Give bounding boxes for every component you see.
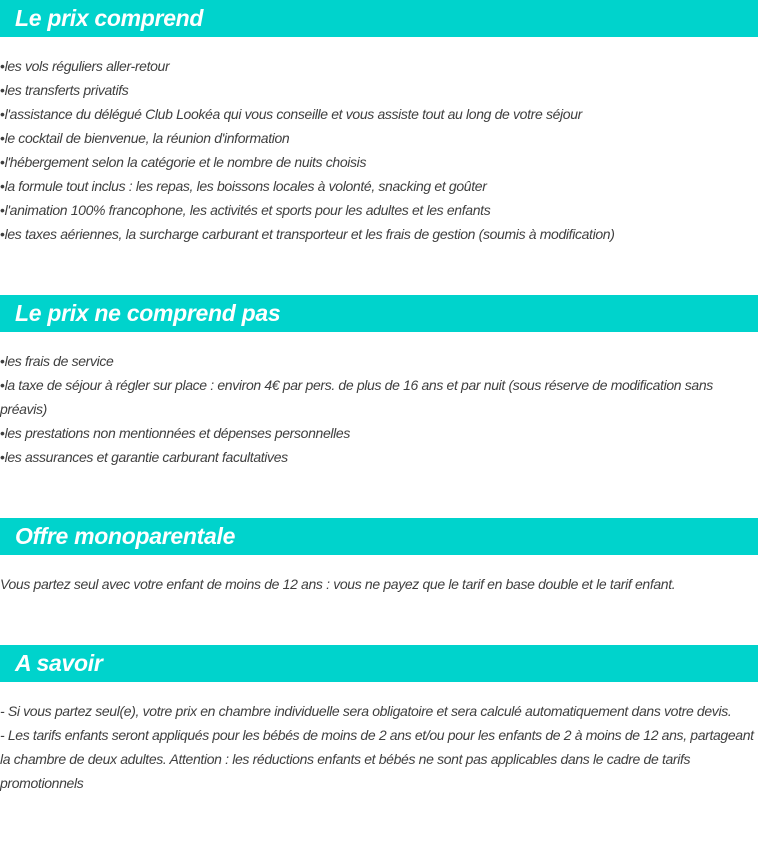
not-included-list-container (0, 349, 745, 469)
section-header-good-to-know (0, 645, 758, 682)
section-title: A savoir (15, 650, 103, 676)
paragraph: - Si vous partez seul(e), votre prix en chambre individuelle sera obligatoire et sera calculé automatiquement dans votre devis. (0, 703, 732, 719)
included-list-container (0, 54, 758, 246)
good-to-know-body (0, 699, 755, 795)
list-item: • les assurances et garantie carburant facultatives (0, 445, 745, 469)
list-item: • l'assistance du délégué Club Lookéa qui vous conseille et vous assiste tout au long de votre séjour (0, 102, 758, 126)
list-item: • l'animation 100% francophone, les activités et sports pour les adultes et les enfants (0, 198, 758, 222)
single-parent-body (0, 572, 758, 596)
paragraph: - Les tarifs enfants seront appliqués pour les bébés de moins de 2 ans et/ou pour les enfants de 2 à moins de 12 ans, partageant la chambre de deux adultes. Attention : les réductions enfants et bébés ne sont pas applicables dans le cadre de tarifs promotionnels (0, 727, 754, 791)
single-parent-text: Vous partez seul avec votre enfant de moins de 12 ans : vous ne payez que le tarif en base double et le tarif enfant. (0, 576, 676, 592)
list-item: • la formule tout inclus : les repas, les boissons locales à volonté, snacking et goûter (0, 174, 758, 198)
section-header-not-included (0, 295, 758, 332)
list-item: • la taxe de séjour à régler sur place : environ 4€ par pers. de plus de 16 ans et par nuit (sous réserve de modification sans préavis) (0, 373, 745, 421)
section-title: Offre monoparentale (15, 523, 236, 549)
list-item: • les vols réguliers aller-retour (0, 54, 758, 78)
list-item: • les transferts privatifs (0, 78, 758, 102)
list-item: • le cocktail de bienvenue, la réunion d'information (0, 126, 758, 150)
not-included-list (0, 349, 745, 469)
list-item: • les taxes aériennes, la surcharge carburant et transporteur et les frais de gestion (soumis à modification) (0, 222, 758, 246)
list-item: • l'hébergement selon la catégorie et le nombre de nuits choisis (0, 150, 758, 174)
section-title: Le prix ne comprend pas (15, 300, 281, 326)
included-list (0, 54, 758, 246)
section-title: Le prix comprend (15, 5, 204, 31)
list-item: • les prestations non mentionnées et dépenses personnelles (0, 421, 745, 445)
list-item: • les frais de service (0, 349, 745, 373)
section-header-single-parent (0, 518, 758, 555)
section-header-included (0, 0, 758, 37)
